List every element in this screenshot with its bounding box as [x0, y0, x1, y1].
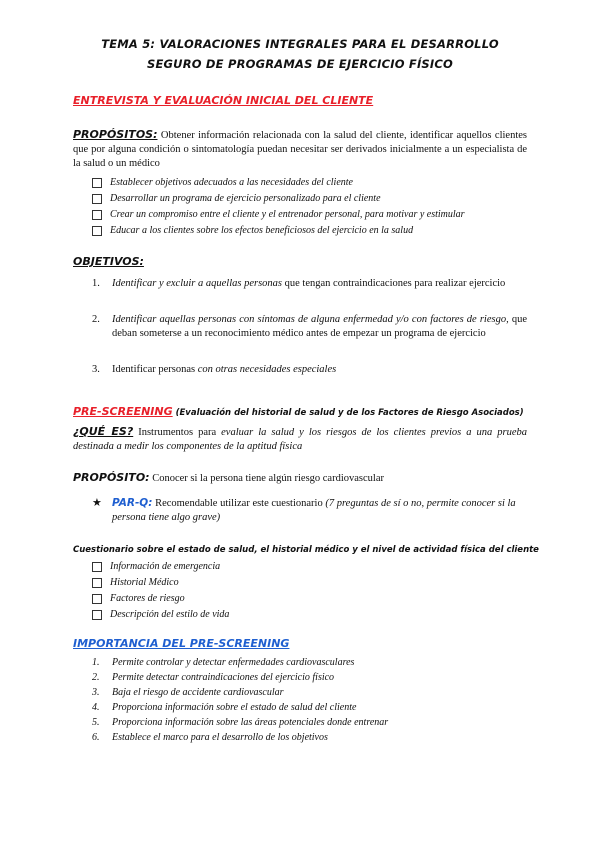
que-es-paragraph: ¿QUÉ ES? Instrumentos para evaluar la salud y los riesgos de los clientes previos a una prueba destinada a medir los componentes de la aptitud física: [73, 425, 527, 452]
document-title-line1: TEMA 5: VALORACIONES INTEGRALES PARA EL DESARROLLO: [101, 37, 499, 51]
importancia-item: 1. Permite controlar y detectar enfermedades cardiovasculares: [92, 657, 355, 668]
que-es-label: ¿QUÉ ES?: [73, 425, 134, 438]
checklist-item: Desarrollar un programa de ejercicio personalizado para el cliente: [92, 193, 381, 204]
propositos-text: Obtener información relacionada con la salud del cliente, identificar aquellos clientes que por alguna condición o sintomatología puedan necesitar ser derivados inicialmente a un especialista de la salud o un médico: [73, 130, 527, 169]
star-icon: ★: [92, 497, 102, 509]
checkbox-icon: [92, 178, 102, 188]
checklist-item: Factores de riesgo: [92, 593, 185, 604]
checklist-item: Descripción del estilo de vida: [92, 609, 229, 620]
objetivo-item: 2. Identificar aquellas personas con síntomas de alguna enfermedad y/o con factores de riesgo, que deban someterse a un reconocimiento médico antes de empezar un programa de ejercicio: [92, 314, 527, 339]
checkbox-icon: [92, 610, 102, 620]
section-heading-prescreening: PRE-SCREENING: [73, 405, 173, 418]
propositos-paragraph: [73, 128, 527, 171]
objetivo-item: 1. Identificar y excluir a aquellas personas que tengan contraindicaciones para realizar ejercicio: [92, 278, 506, 289]
importancia-item: 4. Proporciona información sobre el estado de salud del cliente: [92, 702, 357, 713]
importancia-item: 2. Permite detectar contraindicaciones del ejercicio físico: [92, 672, 335, 683]
checkbox-icon: [92, 594, 102, 604]
checkbox-icon: [92, 226, 102, 236]
section-heading-importancia: IMPORTANCIA DEL PRE-SCREENING: [73, 637, 290, 650]
parq-item: ★ PAR-Q: Recomendable utilizar este cuestionario (7 preguntas de sí o no, permite conocer si la persona tiene algo grave): [92, 497, 516, 523]
proposito-label: PROPÓSITO:: [73, 471, 150, 484]
checklist-item: Educar a los clientes sobre los efectos beneficiosos del ejercicio en la salud: [92, 225, 413, 236]
importancia-item: 5. Proporciona información sobre las áreas potenciales donde entrenar: [92, 717, 389, 728]
checklist-item: Establecer objetivos adecuados a las necesidades del cliente: [92, 177, 353, 188]
prescreening-heading-row: [73, 402, 524, 420]
objetivos-heading: OBJETIVOS:: [73, 255, 144, 268]
importancia-item: 3. Baja el riesgo de accidente cardiovascular: [92, 687, 284, 698]
cuestionario-title: Cuestionario sobre el estado de salud, el historial médico y el nivel de actividad física del cliente: [73, 545, 539, 555]
objetivo-item: 3. Identificar personas con otras necesidades especiales: [92, 364, 337, 375]
checklist-item: Crear un compromiso entre el cliente y el entrenador personal, para motivar y estimular: [92, 209, 465, 220]
document-title-line2: SEGURO DE PROGRAMAS DE EJERCICIO FÍSICO: [146, 57, 454, 71]
parq-label: PAR-Q:: [112, 497, 153, 509]
importancia-item: 6. Establece el marco para el desarrollo de los objetivos: [92, 732, 328, 743]
propositos-label: PROPÓSITOS:: [73, 128, 158, 141]
prescreening-subheading: (Evaluación del historial de salud y de los Factores de Riesgo Asociados): [172, 408, 524, 418]
checklist-item: Historial Médico: [92, 577, 179, 588]
checkbox-icon: [92, 194, 102, 204]
checkbox-icon: [92, 578, 102, 588]
proposito-paragraph: PROPÓSITO: Conocer si la persona tiene algún riesgo cardiovascular: [73, 471, 384, 484]
checkbox-icon: [92, 562, 102, 572]
checklist-item: Información de emergencia: [92, 561, 220, 572]
checkbox-icon: [92, 210, 102, 220]
section-heading-entrevista: ENTREVISTA Y EVALUACIÓN INICIAL DEL CLIENTE: [73, 94, 374, 107]
